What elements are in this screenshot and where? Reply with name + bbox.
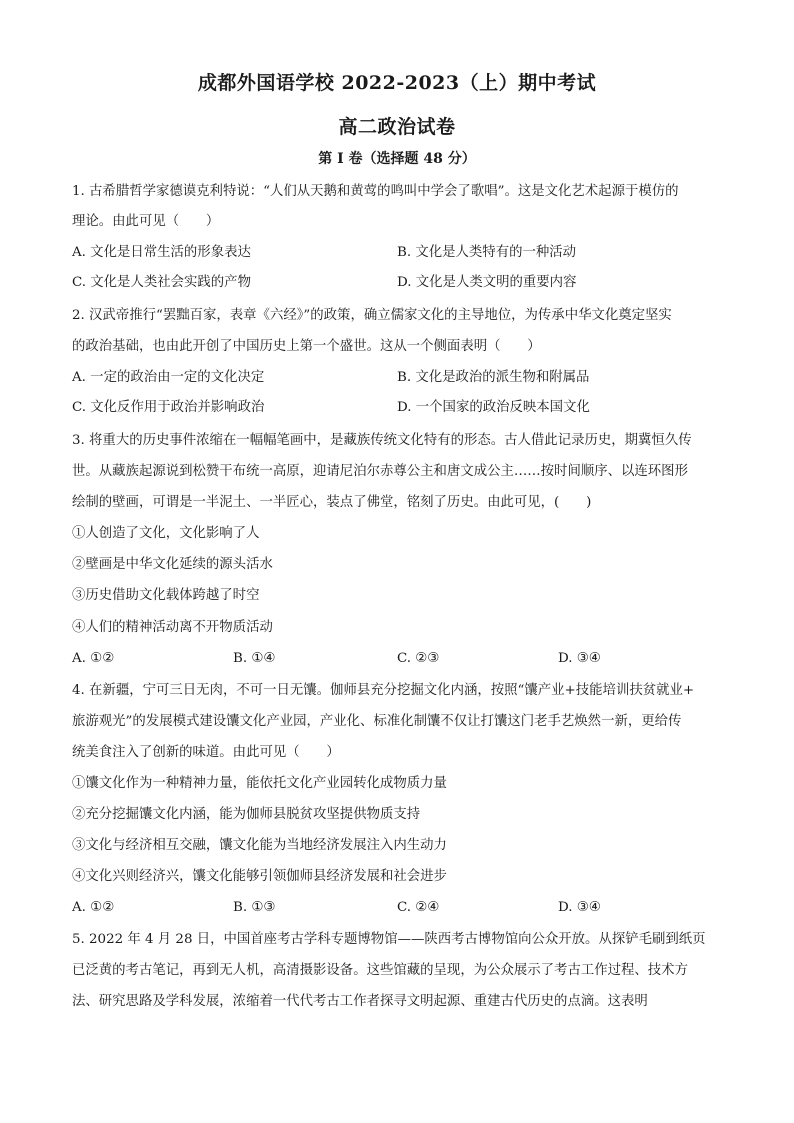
- question-1-option-c: C. 文化是人类社会实践的产物: [72, 275, 251, 290]
- question-3-line-2: 世。从藏族起源说到松赞干布统一高原，迎请尼泊尔赤尊公主和唐文成公主……按时间顺序、以连环图形: [72, 464, 688, 479]
- question-3-option-c: C. ②③: [397, 651, 440, 666]
- question-4-option-c: C. ②④: [397, 900, 440, 915]
- question-2-option-d: D. 一个国家的政治反映本国文化: [397, 400, 590, 415]
- question-4-line-2: 旅游观光”的发展模式建设馕文化产业园，产业化、标准化制馕不仅让打馕这门老手艺焕然一新，更给传: [72, 714, 682, 729]
- question-3-line-3: 绘制的壁画，可谓是一半泥土、一半匠心，装点了佛堂，铭刻了历史。由此可见，( ): [72, 495, 592, 510]
- question-4-statement-4: ④文化兴则经济兴，馕文化能够引领伽师县经济发展和社会进步: [72, 869, 447, 884]
- question-1-line-2: 理论。由此可见（ ）: [72, 214, 220, 229]
- question-4-line-1: 4. 在新疆，宁可三日无肉，不可一日无馕。伽师县充分挖掘文化内涵，按照“馕产业+技能培训扶贫就业+: [72, 683, 695, 698]
- question-1-option-d: D. 文化是人类文明的重要内容: [397, 275, 577, 290]
- question-5-line-3: 法、研究思路及学科发展，浓缩着一代代考古工作者探寻文明起源、重建古代历史的点滴。这表明: [72, 994, 648, 1009]
- question-2-line-2: 的政治基础，也由此开创了中国历史上第一个盛世。这从一个侧面表明（ ）: [72, 339, 541, 354]
- question-4-option-b: B. ①③: [233, 900, 276, 915]
- question-4-statement-3: ③文化与经济相互交融，馕文化能为当地经济发展注入内生动力: [72, 838, 447, 853]
- question-2-option-c: C. 文化反作用于政治并影响政治: [72, 400, 265, 415]
- question-3-option-b: B. ①④: [233, 651, 276, 666]
- question-3-statement-3: ③历史借助文化载体跨越了时空: [72, 588, 260, 603]
- question-4-statement-2: ②充分挖掘馕文化内涵，能为伽师县脱贫攻坚提供物质支持: [72, 807, 421, 822]
- question-3-statement-4: ④人们的精神活动离不开物质活动: [72, 620, 273, 635]
- question-1-option-a: A. 文化是日常生活的形象表达: [72, 245, 251, 260]
- question-3-option-d: D. ③④: [558, 651, 601, 666]
- question-5-line-2: 已泛黄的考古笔记，再到无人机，高清摄影设备。这些馆藏的呈现，为公众展示了考古工作过程、技术方: [72, 963, 688, 978]
- question-4-statement-1: ①馕文化作为一种精神力量，能依托文化产业园转化成物质力量: [72, 776, 447, 791]
- section-heading: 第 I 卷（选择题 48 分）: [318, 151, 476, 167]
- question-3-statement-1: ①人创造了文化，文化影响了人: [72, 526, 260, 541]
- question-2-option-a: A. 一定的政治由一定的文化决定: [72, 370, 265, 385]
- question-5-line-1: 5. 2022 年 4 月 28 日，中国首座考古学科专题博物馆——陕西考古博物馆向公众开放。从探铲毛刷到纸页: [72, 932, 706, 947]
- question-2-line-1: 2. 汉武帝推行“罢黜百家，表章《六经》”的政策，确立儒家文化的主导地位，为传承中华文化奠定坚实: [72, 308, 672, 323]
- question-3-option-a: A. ①②: [72, 651, 115, 666]
- question-4-line-3: 统美食注入了创新的味道。由此可见（ ）: [72, 745, 340, 760]
- question-2-option-b: B. 文化是政治的派生物和附属品: [397, 370, 590, 385]
- question-4-option-d: D. ③④: [558, 900, 601, 915]
- question-1-option-b: B. 文化是人类特有的一种活动: [397, 245, 577, 260]
- question-1-line-1: 1. 古希腊哲学家德谟克利特说：“人们从天鹅和黄莺的鸣叫中学会了歌唱”。这是文化艺术起源于模仿的: [72, 184, 679, 199]
- exam-title: 成都外国语学校 2022-2023（上）期中考试: [197, 72, 597, 94]
- question-4-option-a: A. ①②: [72, 900, 115, 915]
- question-3-line-1: 3. 将重大的历史事件浓缩在一幅幅笔画中，是藏族传统文化特有的形态。古人借此记录历史，期冀恒久传: [72, 433, 692, 448]
- question-3-statement-2: ②壁画是中华文化延续的源头活水: [72, 557, 273, 572]
- exam-subtitle: 高二政治试卷: [338, 116, 456, 138]
